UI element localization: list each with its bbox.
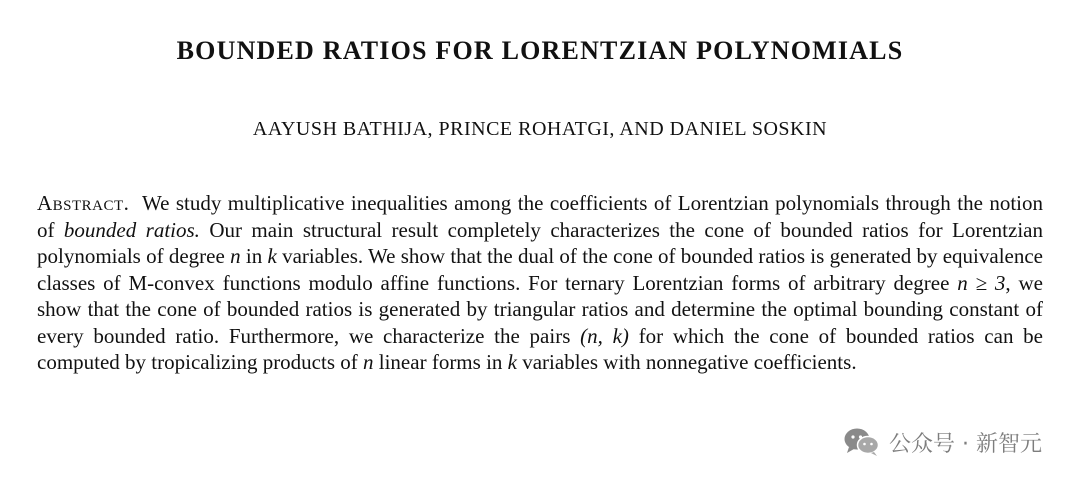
abstract-text: , we show that the cone of bounded ratios is generated by triangular ratios and determine the optimal bounding constant of every bounded ratio. Furthermore, we characterize the pairs: [37, 270, 1043, 348]
abstract-text: We study multiplicative inequalities among the coefficients of Lorentzian polynomials through the notion of: [37, 191, 1044, 242]
math-k: k: [267, 244, 277, 268]
math-k: k: [507, 350, 517, 374]
abstract-text: variables with nonnegative coefficients.: [516, 350, 857, 374]
abstract-text: variables. We show that the dual of the cone of bounded ratios is generated by equivalence classes of M-convex functions modulo affine functions. For ternary Lorentzian forms of arbitrary degree: [37, 244, 1043, 295]
math-inequality: n ≥ 3: [957, 270, 1006, 295]
abstract-text: Our main structural result completely characterizes the cone of bounded ratios for Lorentzian polynomials of degree: [37, 217, 1043, 268]
paper-authors: AAYUSH BATHIJA, PRINCE ROHATGI, AND DANIEL SOSKIN: [252, 118, 828, 140]
abstract-text: in: [240, 244, 268, 268]
math-n: n: [363, 350, 374, 374]
math-pair: (n, k): [580, 323, 629, 348]
watermark-text: 公众号 · 新智元: [889, 431, 1042, 457]
paper-title: BOUNDED RATIOS FOR LORENTZIAN POLYNOMIALS: [176, 36, 904, 65]
abstract-emphasis: bounded ratios.: [63, 217, 200, 242]
math-n: n: [230, 244, 241, 268]
wechat-icon: [843, 426, 881, 458]
wechat-watermark: [843, 426, 1042, 458]
abstract: [37, 190, 1043, 376]
abstract-label: Abstract.: [37, 191, 130, 215]
abstract-text: for which the cone of bounded ratios can be computed by tropicalizing products of: [37, 323, 1043, 374]
abstract-text: linear forms in: [373, 350, 508, 374]
